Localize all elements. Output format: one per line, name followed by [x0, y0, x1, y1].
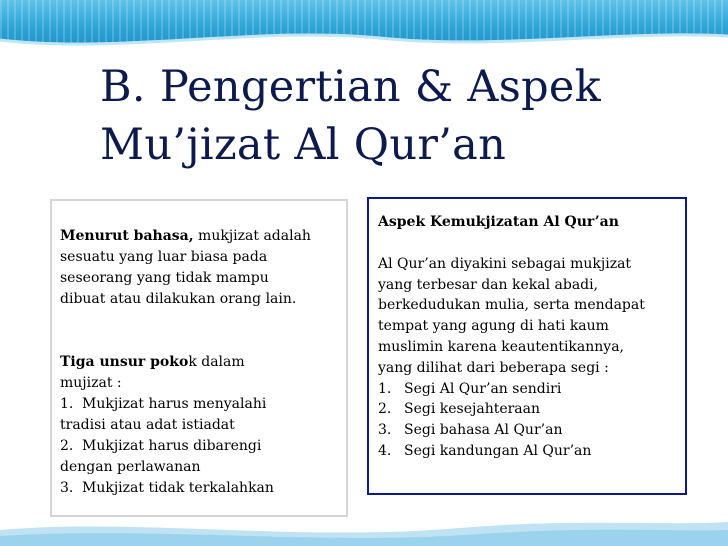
- list-item: [60, 436, 346, 457]
- list-item: [378, 379, 685, 400]
- aspek-body-line: yang terbesar dan kekal abadi,: [378, 276, 599, 293]
- list-text: Segi kesejahteraan: [404, 401, 541, 418]
- aspek-heading: Aspek Kemukjizatan Al Qur’an: [378, 214, 619, 230]
- definition-line: [60, 226, 346, 247]
- list-text: Mukjizat tidak terkalahkan: [82, 480, 274, 496]
- list-item-cont: tradisi atau adat istiadat: [60, 417, 235, 433]
- list-number: 3.: [378, 422, 392, 439]
- definition-label: Menurut bahasa,: [60, 228, 194, 244]
- definition-line: dibuat atau dilakukan orang lain.: [60, 291, 297, 307]
- list-number: 3.: [60, 480, 74, 496]
- slide-title: [100, 58, 700, 174]
- list-item: [60, 394, 346, 415]
- definition-text: mukjizat adalah: [193, 228, 311, 244]
- definition-line: seseorang yang tidak mampu: [60, 270, 269, 286]
- list-number: 2.: [378, 401, 392, 418]
- list-item: [60, 478, 346, 499]
- list-text: Mukjizat harus menyalahi: [82, 396, 267, 412]
- list-number: 1.: [60, 396, 74, 412]
- list-item: [378, 399, 685, 420]
- title-line-2: Mu’jizat Al Qur’an: [100, 120, 507, 170]
- list-item: [378, 441, 685, 462]
- unsur-text: k dalam: [188, 354, 245, 370]
- unsur-label: Tiga unsur poko: [60, 354, 189, 370]
- aspek-body-line: Al Qur’an diyakini sebagai mukjizat: [378, 255, 632, 272]
- aspek-box: [367, 197, 687, 495]
- list-number: 1.: [378, 380, 392, 397]
- aspek-body-line: tempat yang agung di hati kaum: [378, 318, 609, 335]
- list-text: Segi bahasa Al Qur’an: [404, 422, 563, 439]
- spacer: [378, 233, 685, 254]
- top-wave-decoration: [0, 18, 728, 58]
- bottom-wave-decoration: [0, 512, 728, 546]
- title-line-1: B. Pengertian & Aspek: [100, 62, 602, 112]
- definition-box: [50, 199, 348, 517]
- list-text: Segi kandungan Al Qur’an: [404, 442, 592, 459]
- definition-line: sesuatu yang luar biasa pada: [60, 249, 268, 265]
- list-text: Segi Al Qur’an sendiri: [404, 380, 562, 397]
- list-text: Mukjizat harus dibarengi: [82, 438, 262, 454]
- list-item: [378, 420, 685, 441]
- list-item-cont: dengan perlawanan: [60, 459, 201, 475]
- unsur-heading: [60, 352, 346, 373]
- unsur-heading-cont: mujizat :: [60, 375, 122, 391]
- spacer: [60, 310, 346, 352]
- aspek-body-line: yang dilihat dari beberapa segi :: [378, 359, 609, 376]
- list-number: 4.: [378, 442, 392, 459]
- aspek-body-line: berkedudukan mulia, serta mendapat: [378, 297, 645, 314]
- aspek-body-line: muslimin karena keautentikannya,: [378, 338, 625, 355]
- list-number: 2.: [60, 438, 74, 454]
